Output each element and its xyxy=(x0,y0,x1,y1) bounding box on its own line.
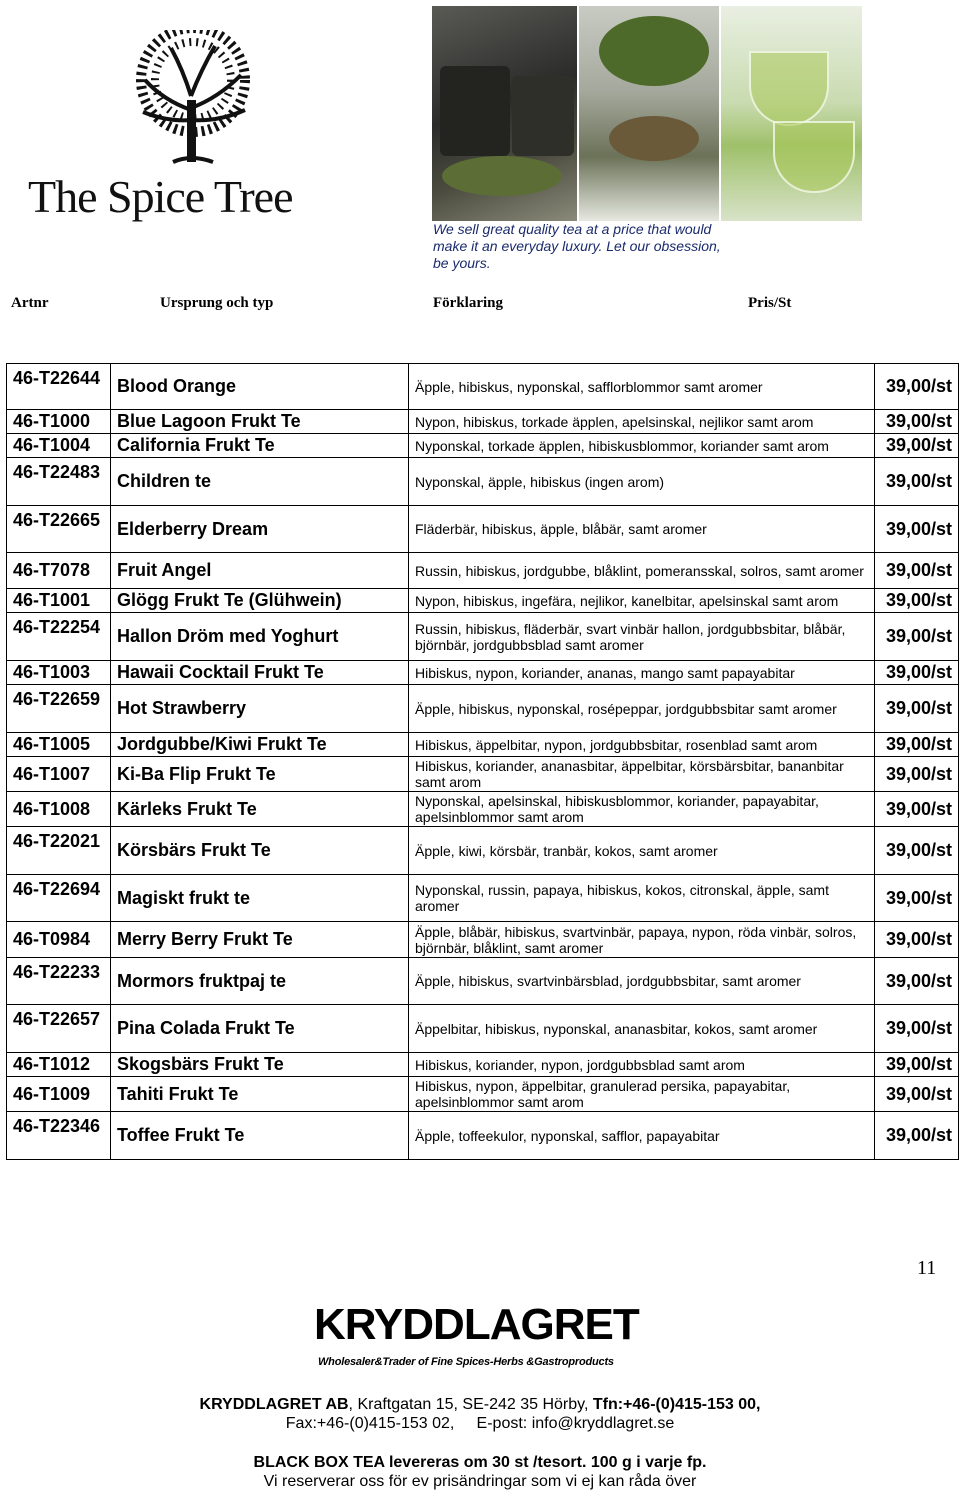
product-name: Children te xyxy=(111,458,409,506)
tagline: We sell great quality tea at a price that would make it an everyday luxury. Let our obsession, be yours. xyxy=(433,221,721,271)
art-number: 46-T1012 xyxy=(7,1053,111,1077)
product-name: Blue Lagoon Frukt Te xyxy=(111,410,409,434)
col-desc: Förklaring xyxy=(433,295,503,311)
product-name: Pina Colada Frukt Te xyxy=(111,1005,409,1053)
product-price: 39,00/st xyxy=(875,757,959,792)
phone: Tfn:+46-(0)415-153 00, xyxy=(592,1396,761,1413)
product-price: 39,00/st xyxy=(875,827,959,875)
product-name: Skogsbärs Frukt Te xyxy=(111,1053,409,1077)
col-origin: Ursprung och typ xyxy=(160,295,274,311)
street-address: , Kraftgatan 15, SE-242 35 Hörby, xyxy=(348,1396,593,1413)
price-table xyxy=(6,363,959,1160)
product-price: 39,00/st xyxy=(875,661,959,685)
table-row xyxy=(7,958,959,1005)
product-name: Kärleks Frukt Te xyxy=(111,792,409,827)
art-number: 46-T22021 xyxy=(7,827,111,875)
company-name: KRYDDLAGRET AB xyxy=(199,1396,349,1413)
art-number: 46-T22483 xyxy=(7,458,111,506)
tea-tins-photo xyxy=(432,6,577,221)
table-row xyxy=(7,458,959,506)
table-row xyxy=(7,613,959,661)
art-number: 46-T22346 xyxy=(7,1112,111,1160)
art-number: 46-T22659 xyxy=(7,685,111,733)
product-price: 39,00/st xyxy=(875,685,959,733)
table-row xyxy=(7,685,959,733)
product-name: Fruit Angel xyxy=(111,553,409,589)
table-row xyxy=(7,661,959,685)
product-name: Tahiti Frukt Te xyxy=(111,1077,409,1112)
product-desc: Nypon, hibiskus, torkade äpplen, apelsinskal, nejlikor samt arom xyxy=(409,410,875,434)
product-desc: Äpple, hibiskus, svartvinbärsblad, jordgubbsbitar, samt aromer xyxy=(409,958,875,1005)
product-price: 39,00/st xyxy=(875,613,959,661)
product-desc: Hibiskus, äppelbitar, nypon, jordgubbsbitar, rosenblad samt arom xyxy=(409,733,875,757)
product-desc: Hibiskus, nypon, koriander, ananas, mango samt papayabitar xyxy=(409,661,875,685)
art-number: 46-T22665 xyxy=(7,506,111,553)
art-number: 46-T22233 xyxy=(7,958,111,1005)
table-row xyxy=(7,827,959,875)
kryddlagret-logo-text: KRYDDLAGRET xyxy=(314,1300,639,1349)
product-desc: Hibiskus, koriander, ananasbitar, äppelbitar, körsbärsbitar, bananbitar samt arom xyxy=(409,757,875,792)
table-row xyxy=(7,1053,959,1077)
page-number: 11 xyxy=(917,1257,937,1279)
col-art: Artnr xyxy=(11,295,49,311)
art-number: 46-T7078 xyxy=(7,553,111,589)
product-desc: Hibiskus, nypon, äppelbitar, granulerad persika, papayabitar, apelsinblommor samt arom xyxy=(409,1077,875,1112)
tea-photo-collage xyxy=(432,6,862,221)
product-desc: Fläderbär, hibiskus, äpple, blåbär, samt aromer xyxy=(409,506,875,553)
product-price: 39,00/st xyxy=(875,733,959,757)
product-price: 39,00/st xyxy=(875,1077,959,1112)
tree-icon xyxy=(123,30,263,165)
art-number: 46-T1007 xyxy=(7,757,111,792)
spoon-leaves-photo xyxy=(579,6,719,221)
product-price: 39,00/st xyxy=(875,1053,959,1077)
table-row xyxy=(7,733,959,757)
green-tea-cups-photo xyxy=(721,6,862,221)
table-row xyxy=(7,1077,959,1112)
product-name: Körsbärs Frukt Te xyxy=(111,827,409,875)
art-number: 46-T22694 xyxy=(7,875,111,922)
product-price: 39,00/st xyxy=(875,792,959,827)
product-name: Toffee Frukt Te xyxy=(111,1112,409,1160)
spice-tree-logo xyxy=(28,30,358,222)
product-desc: Nyponskal, torkade äpplen, hibiskusblommor, koriander samt arom xyxy=(409,434,875,458)
product-price: 39,00/st xyxy=(875,364,959,410)
product-name: Magiskt frukt te xyxy=(111,875,409,922)
product-name: Mormors fruktpaj te xyxy=(111,958,409,1005)
table-row xyxy=(7,589,959,613)
product-price: 39,00/st xyxy=(875,434,959,458)
art-number: 46-T1009 xyxy=(7,1077,111,1112)
product-desc: Äpple, kiwi, körsbär, tranbär, kokos, samt aromer xyxy=(409,827,875,875)
product-name: Hallon Dröm med Yoghurt xyxy=(111,613,409,661)
art-number: 46-T22254 xyxy=(7,613,111,661)
supplier-address xyxy=(0,1395,960,1433)
product-name: Hot Strawberry xyxy=(111,685,409,733)
product-name: Ki-Ba Flip Frukt Te xyxy=(111,757,409,792)
product-name: Jordgubbe/Kiwi Frukt Te xyxy=(111,733,409,757)
table-row xyxy=(7,1112,959,1160)
art-number: 46-T1000 xyxy=(7,410,111,434)
product-name: Elderberry Dream xyxy=(111,506,409,553)
art-number: 46-T22657 xyxy=(7,1005,111,1053)
kryddlagret-logo-sub: Wholesaler&Trader of Fine Spices-Herbs &Gastroproducts xyxy=(318,1356,614,1368)
product-price: 39,00/st xyxy=(875,410,959,434)
product-name: Glögg Frukt Te (Glühwein) xyxy=(111,589,409,613)
product-desc: Äpple, hibiskus, nyponskal, safflorblommor samt aromer xyxy=(409,364,875,410)
table-row xyxy=(7,922,959,958)
footer-notice xyxy=(0,1453,960,1491)
product-desc: Hibiskus, koriander, nypon, jordgubbsblad samt arom xyxy=(409,1053,875,1077)
product-desc: Äpple, toffeekulor, nyponskal, safflor, papayabitar xyxy=(409,1112,875,1160)
art-number: 46-T1008 xyxy=(7,792,111,827)
product-name: California Frukt Te xyxy=(111,434,409,458)
fax-email: Fax:+46-(0)415-153 02, E-post: info@kryddlagret.se xyxy=(285,1415,675,1432)
art-number: 46-T1005 xyxy=(7,733,111,757)
product-price: 39,00/st xyxy=(875,458,959,506)
product-desc: Äpple, hibiskus, nyponskal, rosépeppar, jordgubbsbitar samt aromer xyxy=(409,685,875,733)
art-number: 46-T1004 xyxy=(7,434,111,458)
table-row xyxy=(7,434,959,458)
product-price: 39,00/st xyxy=(875,589,959,613)
product-price: 39,00/st xyxy=(875,1005,959,1053)
table-row xyxy=(7,364,959,410)
art-number: 46-T0984 xyxy=(7,922,111,958)
product-price: 39,00/st xyxy=(875,553,959,589)
product-name: Merry Berry Frukt Te xyxy=(111,922,409,958)
table-row xyxy=(7,792,959,827)
footer-line-1: BLACK BOX TEA levereras om 30 st /tesort. 100 g i varje fp. xyxy=(253,1454,707,1471)
table-row xyxy=(7,410,959,434)
product-price: 39,00/st xyxy=(875,922,959,958)
product-desc: Nypon, hibiskus, ingefära, nejlikor, kanelbitar, apelsinskal samt arom xyxy=(409,589,875,613)
product-price: 39,00/st xyxy=(875,1112,959,1160)
brand-name: The Spice Tree xyxy=(28,171,293,222)
product-desc: Äpple, blåbär, hibiskus, svartvinbär, papaya, nypon, röda vinbär, solros, björnbär, blåklint, samt aromer xyxy=(409,922,875,958)
table-row xyxy=(7,757,959,792)
product-name: Blood Orange xyxy=(111,364,409,410)
product-desc: Äppelbitar, hibiskus, nyponskal, ananasbitar, kokos, samt aromer xyxy=(409,1005,875,1053)
table-row xyxy=(7,1005,959,1053)
art-number: 46-T1003 xyxy=(7,661,111,685)
col-price: Pris/St xyxy=(748,295,792,311)
product-price: 39,00/st xyxy=(875,506,959,553)
table-row xyxy=(7,553,959,589)
product-desc: Nyponskal, russin, papaya, hibiskus, kokos, citronskal, äpple, samt aromer xyxy=(409,875,875,922)
table-row xyxy=(7,875,959,922)
product-desc: Russin, hibiskus, fläderbär, svart vinbär hallon, jordgubbsbitar, blåbär, björnbär, jordgubbsblad samt aromer xyxy=(409,613,875,661)
product-price: 39,00/st xyxy=(875,875,959,922)
product-price: 39,00/st xyxy=(875,958,959,1005)
kryddlagret-logo xyxy=(314,1300,639,1380)
product-name: Hawaii Cocktail Frukt Te xyxy=(111,661,409,685)
footer-line-2: Vi reserverar oss för ev prisändringar som vi ej kan råda över xyxy=(263,1473,697,1490)
product-desc: Nyponskal, apelsinskal, hibiskusblommor, koriander, papayabitar, apelsinblommor samt arom xyxy=(409,792,875,827)
product-desc: Russin, hibiskus, jordgubbe, blåklint, pomeransskal, solros, samt aromer xyxy=(409,553,875,589)
art-number: 46-T22644 xyxy=(7,364,111,410)
table-row xyxy=(7,506,959,553)
product-desc: Nyponskal, äpple, hibiskus (ingen arom) xyxy=(409,458,875,506)
art-number: 46-T1001 xyxy=(7,589,111,613)
